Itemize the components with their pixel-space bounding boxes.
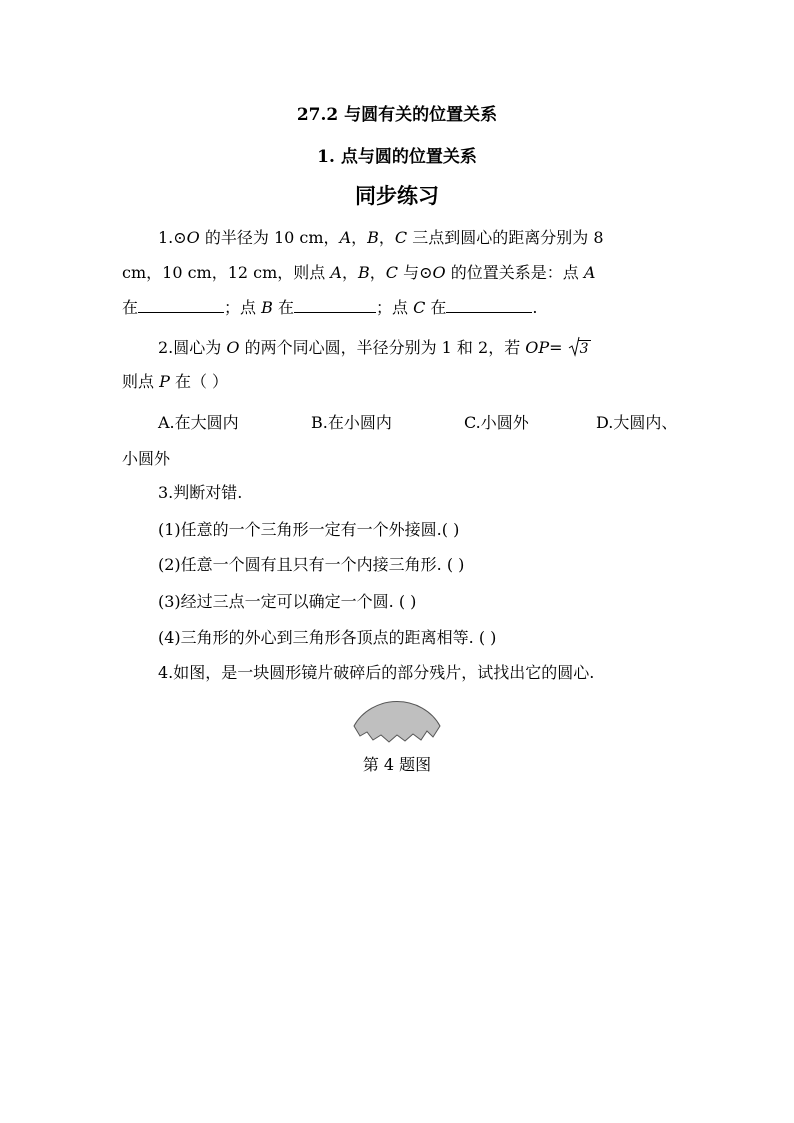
answer-blank-b[interactable] xyxy=(294,298,376,313)
q3-item-3: (3)经过三点一定可以确定一个圆. ( ) xyxy=(158,592,417,611)
q1-line-2: cm，10 cm，12 cm，则点 A，B，C 与⊙O 的位置关系是：点 A xyxy=(122,263,596,282)
q2-line-2: 则点 P 在（ ） xyxy=(122,372,229,391)
q3-item-4: (4)三角形的外心到三角形各顶点的距离相等. ( ) xyxy=(158,628,497,647)
figure-caption: 第 4 题图 xyxy=(362,755,432,774)
q2-option-a[interactable]: A.在大圆内 xyxy=(158,413,239,432)
subsection-title: 1. 点与圆的位置关系 xyxy=(317,147,477,167)
q3-item-2: (2)任意一个圆有且只有一个内接三角形. ( ) xyxy=(158,555,465,574)
q2-option-c[interactable]: C.小圆外 xyxy=(464,413,529,432)
q3-item-1: (1)任意的一个三角形一定有一个外接圆.( ) xyxy=(158,520,460,539)
q2-option-d-continued: 小圆外 xyxy=(122,449,171,468)
q1-line-3: 在 ；点 B 在 ；点 C 在 . xyxy=(122,298,538,317)
answer-blank-c[interactable] xyxy=(446,298,532,313)
practice-title: 同步练习 xyxy=(355,183,439,208)
answer-blank-a[interactable] xyxy=(138,298,224,313)
q4-text: 4.如图，是一块圆形镜片破碎后的部分残片，试找出它的圆心. xyxy=(158,663,595,682)
q2-line-1: 2.圆心为 O 的两个同心圆，半径分别为 1 和 2，若 OP= 3 xyxy=(158,338,591,359)
q2-option-b[interactable]: B.在小圆内 xyxy=(311,413,392,432)
q3-heading: 3.判断对错. xyxy=(158,483,243,502)
circle-symbol: ⊙ xyxy=(173,228,187,247)
section-title: 27.2 与圆有关的位置关系 xyxy=(296,105,498,125)
q2-option-d[interactable]: D.大圆内、 xyxy=(596,413,678,432)
q1-line-1: 1.⊙O 的半径为 10 cm，A，B，C 三点到圆心的距离分别为 8 xyxy=(158,228,604,247)
radical-sign-icon xyxy=(568,335,580,357)
square-root-expression: 3 xyxy=(568,338,591,359)
broken-mirror-fragment-figure xyxy=(350,696,444,744)
